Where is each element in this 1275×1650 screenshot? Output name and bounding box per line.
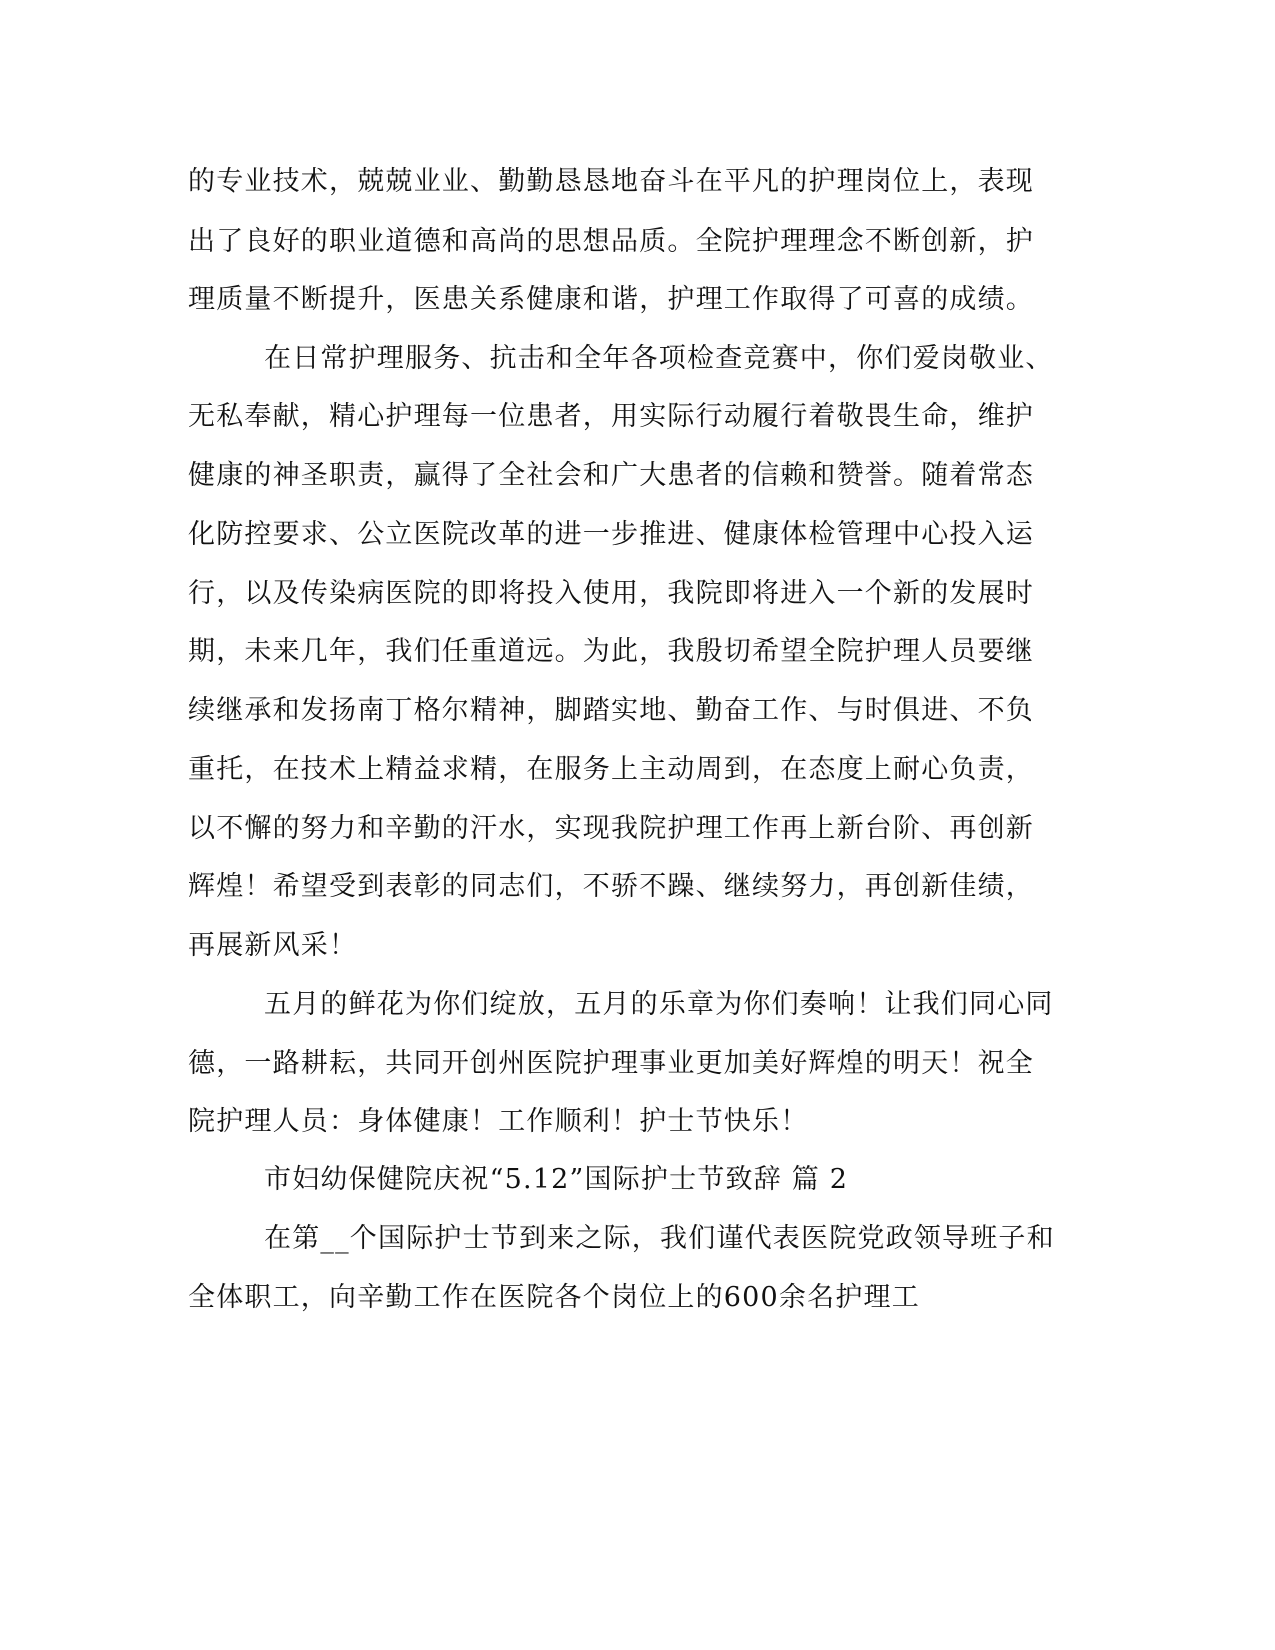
text-line-16: 德，一路耕耘，共同开创州医院护理事业更加美好辉煌的明天！祝全 <box>188 1048 1034 1079</box>
text-line-20: 全体职工，向辛勤工作在医院各个岗位上的600余名护理工 <box>188 1282 920 1313</box>
text-line-14: 再展新风采！ <box>188 930 358 961</box>
section-heading: 市妇幼保健院庆祝“5.12”国际护士节致辞 篇 2 <box>264 1164 849 1195</box>
text-line-17: 院护理人员：身体健康！工作顺利！护士节快乐！ <box>188 1106 809 1137</box>
paragraph-4-line-1: 在第__个国际护士节到来之际，我们谨代表医院党政领导班子和 <box>264 1223 1055 1254</box>
text-line-1: 的专业技术，兢兢业业、勤勤恳恳地奋斗在平凡的护理岗位上，表现 <box>188 166 1034 197</box>
text-line-8: 行，以及传染病医院的即将投入使用，我院即将进入一个新的发展时 <box>188 578 1034 609</box>
text-line-5: 无私奉献，精心护理每一位患者，用实际行动履行着敬畏生命，维护 <box>188 401 1034 432</box>
text-line-6: 健康的神圣职责，赢得了全社会和广大患者的信赖和赞誉。随着常态 <box>188 460 1034 491</box>
text-line-3: 理质量不断提升，医患关系健康和谐，护理工作取得了可喜的成绩。 <box>188 284 1034 315</box>
text-line-2: 出了良好的职业道德和高尚的思想品质。全院护理理念不断创新，护 <box>188 226 1034 257</box>
text-line-13: 辉煌！希望受到表彰的同志们，不骄不躁、继续努力，再创新佳绩， <box>188 871 1034 902</box>
text-line-10: 续继承和发扬南丁格尔精神，脚踏实地、勤奋工作、与时俱进、不负 <box>188 695 1034 726</box>
text-line-12: 以不懈的努力和辛勤的汗水，实现我院护理工作再上新台阶、再创新 <box>188 813 1034 844</box>
text-line-9: 期，未来几年，我们任重道远。为此，我殷切希望全院护理人员要继 <box>188 636 1034 667</box>
paragraph-2-line-1: 在日常护理服务、抗击和全年各项检查竞赛中，你们爱岗敬业、 <box>264 343 1054 374</box>
paragraph-3-line-1: 五月的鲜花为你们绽放，五月的乐章为你们奏响！让我们同心同 <box>264 989 1054 1020</box>
text-line-7: 化防控要求、公立医院改革的进一步推进、健康体检管理中心投入运 <box>188 519 1034 550</box>
text-line-11: 重托，在技术上精益求精，在服务上主动周到，在态度上耐心负责， <box>188 754 1034 785</box>
